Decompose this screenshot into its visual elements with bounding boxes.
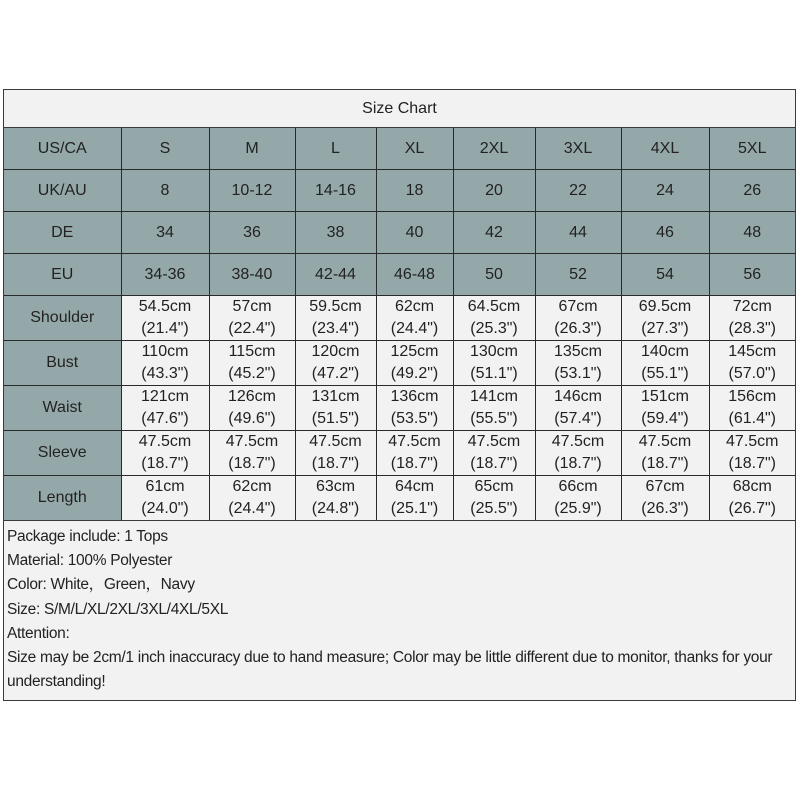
measurement-cell (621, 386, 709, 431)
measurement-cell (453, 386, 535, 431)
measurement-cell (295, 296, 376, 341)
note-line: Material: 100% Polyester (7, 552, 173, 570)
cm-value: 110cm (141, 343, 189, 360)
measurement-cell (376, 431, 453, 476)
inch-value: (49.2") (390, 365, 439, 382)
measurement-cell (709, 431, 795, 476)
measurement-cell (535, 431, 621, 476)
measurement-cell (209, 431, 295, 476)
size-chart (3, 89, 796, 701)
row-label: DE (4, 212, 121, 254)
cm-value: 131cm (311, 388, 360, 405)
measurement-row-shoulder (4, 296, 795, 341)
row-label: EU (4, 254, 121, 296)
cm-value: 57cm (232, 298, 272, 315)
row-label: Sleeve (4, 431, 121, 476)
note-line: Size: S/M/L/XL/2XL/3XL/4XL/5XL (7, 600, 229, 618)
cm-value: 64.5cm (467, 298, 521, 315)
cm-value: 64cm (394, 478, 435, 495)
measurement-cell (376, 296, 453, 341)
size-cell: 52 (535, 254, 621, 296)
measurement-cell (709, 386, 795, 431)
size-cell: 2XL (453, 128, 535, 170)
inch-value: (25.9") (554, 500, 602, 517)
size-cell: 3XL (535, 128, 621, 170)
row-label: Waist (4, 386, 121, 431)
inch-value: (25.5") (470, 500, 518, 517)
size-cell: 54 (621, 254, 709, 296)
inch-value: (45.2") (228, 365, 276, 382)
inch-value: (23.4") (311, 320, 360, 337)
cm-value: 140cm (640, 343, 690, 360)
size-cell: 46-48 (376, 254, 453, 296)
inch-value: (24.8") (311, 500, 360, 517)
size-cell: 38-40 (209, 254, 295, 296)
size-cell: 48 (709, 212, 795, 254)
measurement-cell (453, 296, 535, 341)
cm-value: 72cm (732, 298, 772, 315)
row-label: UK/AU (4, 170, 121, 212)
inch-value: (53.1") (554, 365, 602, 382)
measurement-row-bust (4, 341, 795, 386)
inch-value: (59.4") (641, 410, 689, 427)
cm-value: 54.5cm (138, 298, 192, 315)
row-label: US/CA (4, 128, 121, 170)
inch-value: (18.7") (390, 455, 439, 472)
inch-value: (24.4") (228, 500, 276, 517)
cm-value: 115cm (228, 343, 276, 360)
inch-value: (22.4") (228, 320, 276, 337)
chart-title: Size Chart (4, 90, 795, 128)
size-cell: 50 (453, 254, 535, 296)
size-row-eu (4, 254, 795, 296)
cm-value: 67cm (558, 298, 598, 315)
size-cell: 34 (121, 212, 209, 254)
inch-value: (43.3") (141, 365, 189, 382)
note-line: Size may be 2cm/1 inch inaccuracy due to hand measure; Color may be little different due to monitor, thanks for your understanding! (7, 649, 773, 691)
measurement-cell (295, 341, 376, 386)
measurement-cell (209, 476, 295, 521)
size-cell: 10-12 (209, 170, 295, 212)
product-notes (4, 521, 795, 700)
inch-value: (57.4") (554, 410, 602, 427)
cm-value: 62cm (232, 478, 272, 495)
inch-value: (18.7") (228, 455, 276, 472)
cm-value: 135cm (553, 343, 603, 360)
size-cell: 26 (709, 170, 795, 212)
size-cell: 36 (209, 212, 295, 254)
size-cell: 40 (376, 212, 453, 254)
measurement-cell (121, 431, 209, 476)
measurement-cell (621, 296, 709, 341)
note-line: Package include: 1 Tops (7, 528, 168, 545)
size-cell: 24 (621, 170, 709, 212)
inch-value: (18.7") (141, 455, 189, 472)
cm-value: 63cm (315, 478, 356, 495)
inch-value: (18.7") (470, 455, 518, 472)
inch-value: (18.7") (728, 455, 776, 472)
measurement-cell (295, 431, 376, 476)
measurement-cell (209, 341, 295, 386)
cm-value: 47.5cm (138, 433, 192, 450)
size-cell: 8 (121, 170, 209, 212)
size-cell: 4XL (621, 128, 709, 170)
measurement-cell (295, 386, 376, 431)
inch-value: (26.3") (641, 500, 689, 517)
size-cell: 56 (709, 254, 795, 296)
cm-value: 68cm (732, 478, 772, 495)
size-row-de (4, 212, 795, 254)
row-label: Length (4, 476, 121, 521)
measurement-cell (709, 341, 795, 386)
cm-value: 47.5cm (726, 433, 779, 450)
inch-value: (55.1") (641, 365, 689, 382)
cm-value: 47.5cm (467, 433, 521, 450)
inch-value: (55.5") (470, 410, 518, 427)
size-cell: 5XL (709, 128, 795, 170)
cm-value: 62cm (394, 298, 435, 315)
note-line: Attention: (7, 624, 70, 642)
inch-value: (25.3") (470, 320, 518, 337)
measurement-cell (709, 476, 795, 521)
measurement-cell (376, 476, 453, 521)
inch-value: (26.3") (554, 320, 602, 337)
measurement-row-sleeve (4, 431, 795, 476)
inch-value: (47.2") (311, 365, 360, 382)
inch-value: (47.6") (141, 410, 189, 427)
measurement-cell (535, 386, 621, 431)
size-cell: 46 (621, 212, 709, 254)
measurement-cell (209, 296, 295, 341)
cm-value: 59.5cm (309, 298, 362, 315)
cm-value: 156cm (728, 388, 777, 405)
measurement-cell (121, 476, 209, 521)
inch-value: (18.7") (311, 455, 360, 472)
size-cell: L (295, 128, 376, 170)
measurement-cell (376, 341, 453, 386)
measurement-cell (621, 431, 709, 476)
cm-value: 61cm (145, 478, 185, 495)
measurement-cell (709, 296, 795, 341)
inch-value: (25.1") (390, 500, 439, 517)
cm-value: 141cm (469, 388, 519, 405)
measurement-cell (535, 296, 621, 341)
inch-value: (27.3") (641, 320, 689, 337)
size-cell: 14-16 (295, 170, 376, 212)
measurement-cell (121, 386, 209, 431)
inch-value: (18.7") (554, 455, 602, 472)
cm-value: 136cm (390, 388, 439, 405)
inch-value: (28.3") (728, 320, 776, 337)
cm-value: 67cm (645, 478, 685, 495)
inch-value: (24.0") (141, 500, 189, 517)
size-cell: 42-44 (295, 254, 376, 296)
measurement-cell (376, 386, 453, 431)
measurement-row-waist (4, 386, 795, 431)
cm-value: 47.5cm (309, 433, 362, 450)
inch-value: (21.4") (141, 320, 189, 337)
measurement-cell (535, 476, 621, 521)
inch-value: (26.7") (728, 500, 776, 517)
inch-value: (61.4") (728, 410, 776, 427)
size-row-usca (4, 128, 795, 170)
inch-value: (18.7") (641, 455, 689, 472)
size-row-ukau (4, 170, 795, 212)
cm-value: 47.5cm (225, 433, 279, 450)
measurement-cell (295, 476, 376, 521)
cm-value: 125cm (390, 343, 439, 360)
size-cell: 34-36 (121, 254, 209, 296)
measurement-cell (121, 296, 209, 341)
measurement-row-length (4, 476, 795, 521)
inch-value: (53.5") (390, 410, 439, 427)
cm-value: 121cm (140, 388, 190, 405)
inch-value: (24.4") (390, 320, 439, 337)
cm-value: 145cm (728, 343, 777, 360)
size-cell: 22 (535, 170, 621, 212)
size-cell: 38 (295, 212, 376, 254)
cm-value: 66cm (558, 478, 598, 495)
measurement-cell (535, 341, 621, 386)
note-line: Color: White，Green，Navy (7, 576, 195, 594)
cm-value: 47.5cm (388, 433, 441, 450)
cm-value: 65cm (474, 478, 514, 495)
measurement-cell (621, 476, 709, 521)
measurement-cell (453, 341, 535, 386)
inch-value: (49.6") (228, 410, 276, 427)
cm-value: 126cm (227, 388, 277, 405)
measurement-cell (209, 386, 295, 431)
size-cell: S (121, 128, 209, 170)
cm-value: 151cm (640, 388, 690, 405)
measurement-cell (453, 431, 535, 476)
size-cell: 44 (535, 212, 621, 254)
size-cell: M (209, 128, 295, 170)
cm-value: 130cm (469, 343, 519, 360)
cm-value: 146cm (553, 388, 603, 405)
cm-value: 69.5cm (638, 298, 692, 315)
size-table (4, 128, 795, 521)
size-cell: 18 (376, 170, 453, 212)
size-cell: 42 (453, 212, 535, 254)
inch-value: (57.0") (728, 365, 776, 382)
size-cell: XL (376, 128, 453, 170)
cm-value: 120cm (311, 343, 360, 360)
measurement-cell (121, 341, 209, 386)
cm-value: 47.5cm (551, 433, 605, 450)
cm-value: 47.5cm (638, 433, 692, 450)
measurement-cell (621, 341, 709, 386)
size-cell: 20 (453, 170, 535, 212)
row-label: Shoulder (4, 296, 121, 341)
inch-value: (51.5") (311, 410, 360, 427)
row-label: Bust (4, 341, 121, 386)
inch-value: (51.1") (470, 365, 518, 382)
measurement-cell (453, 476, 535, 521)
